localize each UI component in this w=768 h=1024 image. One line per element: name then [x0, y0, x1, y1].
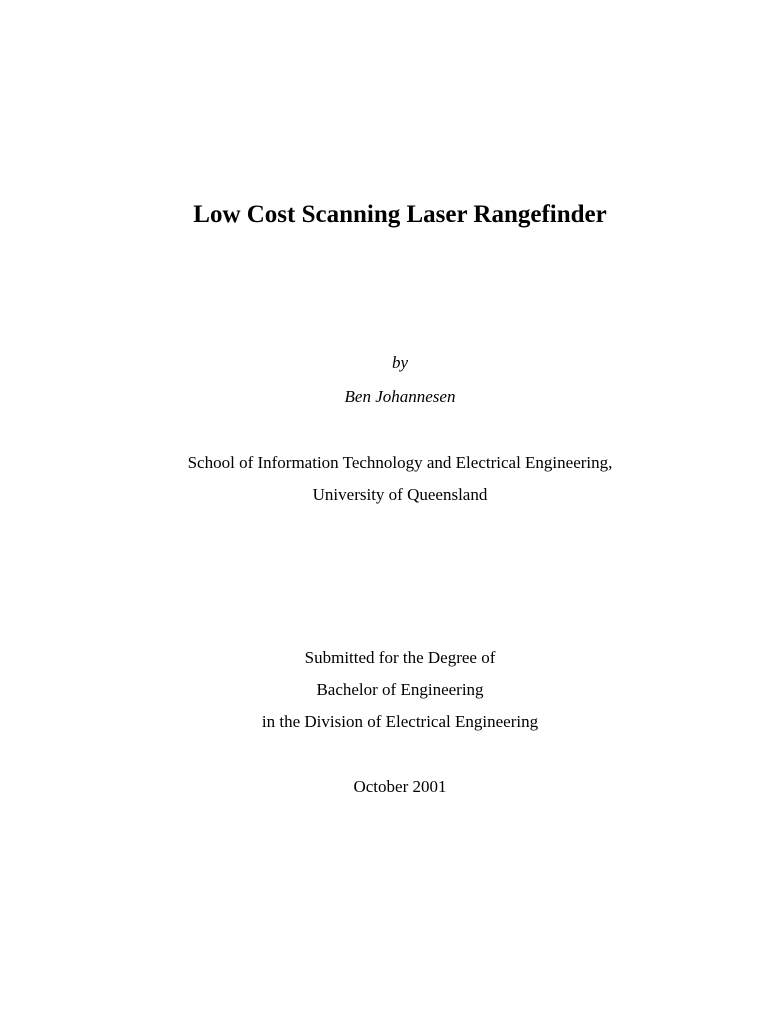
submission-date: October 2001: [353, 777, 447, 796]
university-name: University of Queensland: [312, 485, 488, 504]
byline-by: by: [391, 353, 409, 372]
school-name: School of Information Technology and Electrical Engineering,: [187, 453, 613, 472]
division-name: in the Division of Electrical Engineering: [261, 712, 539, 731]
degree-name: Bachelor of Engineering: [316, 680, 484, 699]
submission-statement: Submitted for the Degree of: [304, 648, 496, 667]
author-name: Ben Johannesen: [344, 387, 456, 406]
thesis-title: Low Cost Scanning Laser Rangefinder: [193, 201, 607, 228]
